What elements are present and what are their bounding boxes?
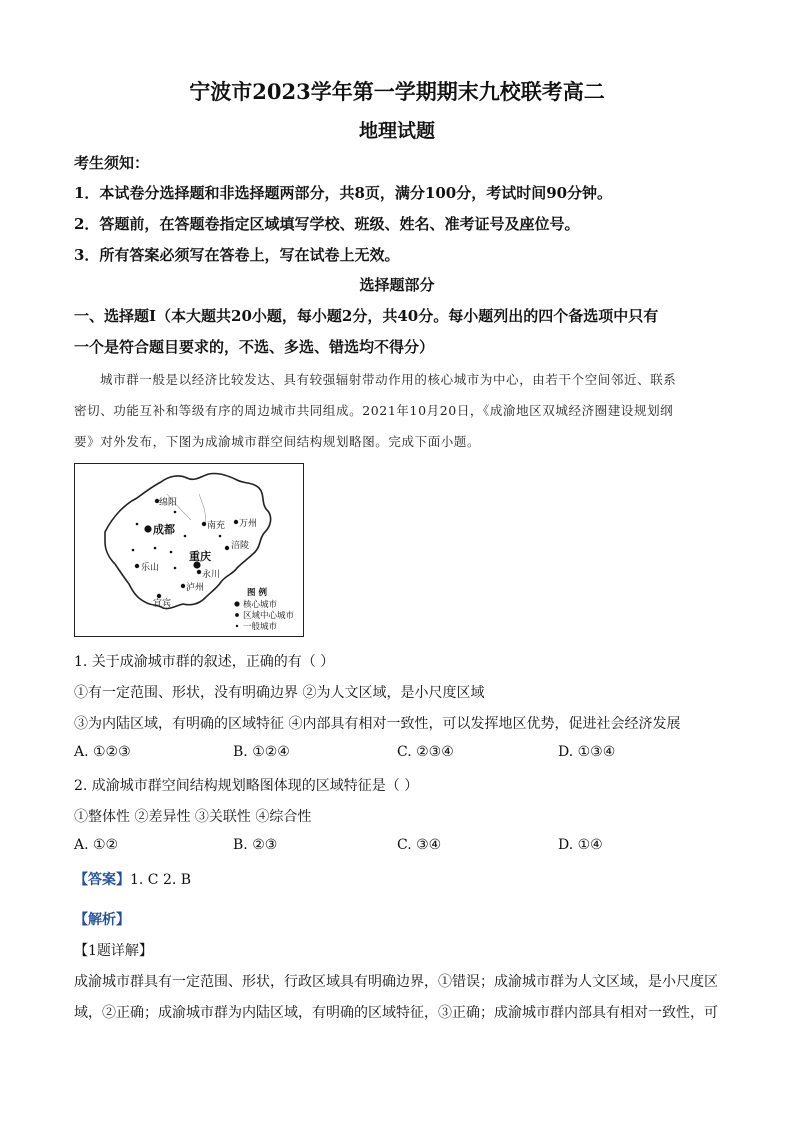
answer-text: 1. C 2. B <box>130 872 192 888</box>
regional-city-marker-wanzhou <box>234 520 238 524</box>
general-city-marker <box>154 547 157 550</box>
general-city-marker <box>170 551 173 554</box>
question-2-statement-1: ①整体性 ②差异性 ③关联性 ④综合性 <box>74 809 312 825</box>
section-title: 选择题部分 <box>359 276 435 294</box>
question-1-option-a[interactable]: A. ①②③ <box>74 744 131 760</box>
question-2-stem: 2. 成渝城市群空间结构规划略图体现的区域特征是（ ） <box>74 778 419 794</box>
regional-city-marker-fuling <box>225 546 229 550</box>
analysis-line-2: 域，②正确；成渝城市群为内陆区域，有明确的区域特征，③正确；成渝城市群内部具有相对一致性，可 <box>74 1005 718 1021</box>
analysis-q1-heading: 【1题详解】 <box>74 943 153 959</box>
question-1-option-c[interactable]: C. ②③④ <box>397 744 454 760</box>
part-instructions-line-1: 一、选择题Ⅰ（本大题共20小题，每小题2分，共40分。每小题列出的四个备选项中只有 <box>74 307 659 325</box>
city-label-wanzhou: 万州 <box>239 519 258 529</box>
question-1-statement-2: ③为内陆区域，有明确的区域特征 ④内部具有相对一致性，可以发挥地区优势，促进社会经济发展 <box>74 716 681 732</box>
legend-title: 图 例 <box>247 588 267 598</box>
question-2-option-c[interactable]: C. ③④ <box>397 837 442 853</box>
general-city-marker <box>174 511 177 514</box>
question-2-option-b[interactable]: B. ②③ <box>233 837 278 853</box>
legend-general-marker <box>236 625 238 627</box>
city-label-nanchong: 南充 <box>207 521 226 531</box>
notice-item-3: 3．所有答案必须写在答卷上，写在试卷上无效。 <box>74 246 400 264</box>
core-city-marker-chengdu <box>144 525 151 532</box>
general-city-marker <box>136 523 139 526</box>
notice-item-2: 2．答题前，在答题卷指定区域填写学校、班级、姓名、准考证号及座位号。 <box>74 215 580 233</box>
question-1-statement-1: ①有一定范围、形状，没有明确边界 ②为人文区域，是小尺度区域 <box>74 685 485 701</box>
general-city-marker <box>174 567 177 570</box>
city-label-yongchuan: 永川 <box>202 570 221 580</box>
regional-city-marker-luzhou <box>181 584 185 588</box>
city-label-luzhou: 泸州 <box>186 583 205 593</box>
chengyu-city-cluster-map <box>74 463 304 637</box>
city-label-mianyang: 绵阳 <box>159 498 178 508</box>
city-label-fuling: 涪陵 <box>231 541 250 551</box>
city-label-chongqing: 重庆 <box>189 550 211 563</box>
page-subtitle: 地理试题 <box>358 120 435 142</box>
legend-regional-label: 区域中心城市 <box>243 611 295 621</box>
general-city-marker <box>132 549 135 552</box>
answer-tag: 【答案】 <box>74 872 130 888</box>
regional-city-marker-leshan <box>135 564 139 568</box>
passage-line-2: 密切、功能互补和等级有序的周边城市共同组成。2021年10月20日，《成渝地区双城经济圈建设规划纲 <box>74 403 674 418</box>
question-2-option-a[interactable]: A. ①② <box>74 837 119 853</box>
passage-line-3: 要》对外发布，下图为成渝城市群空间结构规划略图。完成下面小题。 <box>74 434 481 449</box>
analysis-tag: 【解析】 <box>74 912 130 928</box>
regional-city-marker-nanchong <box>202 522 206 526</box>
legend-regional-marker <box>235 613 239 617</box>
question-1-stem: 1. 关于成渝城市群的叙述，正确的有（ ） <box>74 654 335 670</box>
city-label-chengdu: 成都 <box>153 523 175 536</box>
page-title: 宁波市2023学年第一学期期末九校联考高二 <box>189 79 605 104</box>
notice-heading: 考生须知： <box>74 154 150 172</box>
regional-city-marker-yongchuan <box>197 570 201 574</box>
legend-general-label: 一般城市 <box>243 622 278 632</box>
notice-item-1: 1．本试卷分选择题和非选择题两部分，共8页，满分100分，考试时间90分钟。 <box>74 184 613 202</box>
general-city-marker <box>184 535 187 538</box>
city-label-leshan: 乐山 <box>141 563 160 573</box>
city-label-yibin: 宜宾 <box>153 599 172 609</box>
passage-line-1: 城市群一般是以经济比较发达、具有较强辐射带动作用的核心城市为中心，由若干个空间邻近、联系 <box>100 372 677 387</box>
legend-core-marker <box>234 601 239 606</box>
legend-core-label: 核心城市 <box>243 600 278 610</box>
question-1-option-b[interactable]: B. ①②④ <box>233 744 290 760</box>
general-city-marker <box>219 535 222 538</box>
question-2-option-d[interactable]: D. ①④ <box>558 837 603 853</box>
part-instructions-line-2: 一个是符合题目要求的，不选、多选、错选均不得分） <box>74 338 435 356</box>
analysis-line-1: 成渝城市群具有一定范围、形状，行政区域具有明确边界，①错误；成渝城市群为人文区域，是小尺度区 <box>74 974 718 990</box>
question-1-option-d[interactable]: D. ①③④ <box>558 744 616 760</box>
answer-block <box>74 869 191 889</box>
